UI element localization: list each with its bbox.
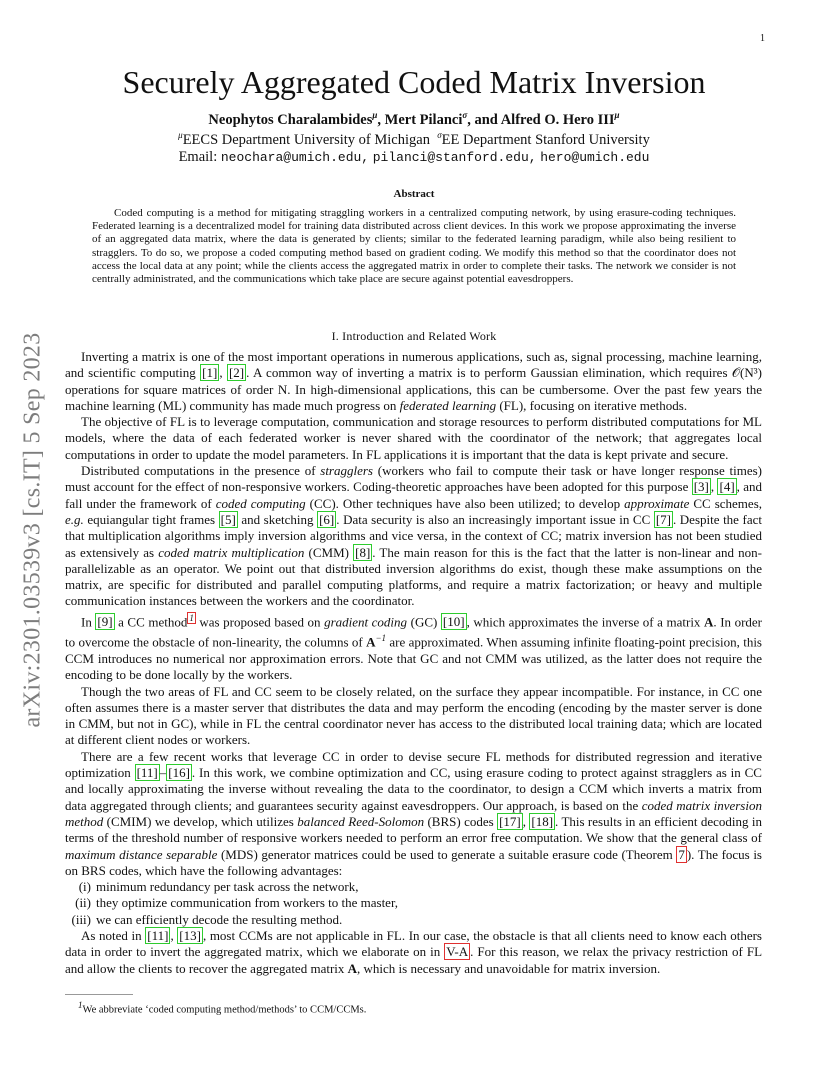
citation-link[interactable]: [11] [147,928,169,944]
citation-link[interactable]: [5] [220,511,236,527]
affiliation: EE Department Stanford University [441,131,650,148]
citation-link[interactable]: [17] [499,813,521,829]
section-heading: I. Introduction and Related Work [331,329,497,343]
list-item: (ii) they optimize communication from workers to the master, [75,895,399,911]
paper-title: Securely Aggregated Coded Matrix Inversion [122,64,706,100]
citation-link[interactable]: [11] [136,765,158,781]
footnote: $^1$We abbreviate ‘coded computing method/methods’ to CCM/CCMs. [78,1000,367,1016]
citation-link[interactable]: [18] [531,813,554,829]
citation-link[interactable]: [4] [719,479,735,495]
paragraph: In [9] a CC method $^1$ was proposed based on gradient coding (GC) [10] , which approximates the inverse of a matrix A. In order to overcome the obstacle of non-linearity, the columns of $A^{-1}$ are approximated. When assuming infinite floating-point precision, this CCM introduces no numerical nor approximation errors. Note that GC and not CMM was utilized, as the latter does not require the encoding to be done locally by the workers. [65,612,763,683]
citation-link[interactable]: [8] [355,544,371,560]
paragraph: Though the two areas of FL and CC seem to be closely related, on the surface they appear incompatible. For instance, in CC one often assumes there is a master server that distributes the data and may perform the encoding (encoding by the master server is done in CMM, but not in GC), while in FL the central coordinator never has access to the distributed local training data; which are located at different client nodes or workers. [65,683,762,748]
footnote-marker[interactable]: 1 [189,612,194,623]
list-item: (iii) we can efficiently decode the resulting method. [71,911,343,927]
citation-link[interactable]: [1] [202,365,218,381]
paragraph: Distributed computations in the presence of stragglers (workers who fail to compute their task or have longer response times) must account for the effect of non-responsive workers. Coding-theoretic approaches have been adopted for this purpose [3] , [4] , and fall under the framework of coded computing (CC). Other techniques have also been utilized; to develop approximate CC schemes, e.g. equiangular tight frames [5] and sketching [6] . Data security is also an increasingly important issue in CC [7] . Despite the fact that multiplication algorithms imply inversion algorithms and vice versa, in the context of CC; matrix inversion has not been studied as extensively as coded matrix multiplication (CMM) [8] . The main reason for this is the fact that the latter is non-linear and non-parallelizable as an operator. We point out that distributed inversion algorithms do exist, though these make assumptions on the matrix, are specific for distributed and parallel computing platforms, and require a matrix factorization; or heavy and multiple communication instances between the workers and the coordinator. [65,463,763,609]
paragraph: As noted in [11] , [13] , most CCMs are not applicable in FL. In our case, the obstacle is that all clients need to know each others data in order to invert the aggregated matrix, which we elaborate on in V-A . For this reason, we relax the privacy restriction of FL and allow the clients to recover the aggregated matrix A, which is necessary and unavoidable for matrix inversion. [65,928,763,976]
page-number: 1 [760,33,765,44]
email-link[interactable]: neochara@umich.edu, [220,150,370,165]
author-name: Alfred O. Hero III [500,111,615,128]
email-link[interactable]: hero@umich.edu [540,150,650,165]
citation-link[interactable]: [10] [442,614,465,630]
author-list: Neophytos Charalambides$^\mu$, Mert Pilanci$^\sigma$, and Alfred O. Hero $III^\mu$ [208,110,620,128]
citation-link[interactable]: [3] [693,479,709,495]
citation-link[interactable]: [13] [179,928,201,944]
advantages-list [65,879,762,928]
citation-link[interactable]: [2] [228,365,245,381]
list-item: (i) minimum redundancy per task across the network, [78,879,359,895]
affiliation: EECS Department University of Michigan [182,131,430,148]
author-name: Mert Pilanci [384,111,463,128]
author-name: Neophytos Charalambides [208,111,373,128]
theorem-link[interactable]: 7 [678,846,685,862]
citation-link[interactable]: [16] [168,765,190,781]
email-link[interactable]: pilanci@stanford.edu, [372,150,537,165]
paragraph: Inverting a matrix is one of the most important operations in numerous applications, such as, signal processing, machine learning, and scientific computing [1] , [2] . A common way of inverting a matrix is to perform Gaussian elimination, which requires 𝒪(N³) operations for square matrices of order N. In high-dimensional applications, this can be cumbersome. Over the past few years the machine learning (ML) community has made much progress on federated learning (FL), focusing on iterative methods. [65,349,763,413]
section-link[interactable]: V-A [446,944,469,960]
affiliations: $^\mu$EECS Department University of Michigan $^\sigma$EE Department Stanford University [178,130,650,148]
citation-link[interactable]: [9] [97,614,113,630]
body-text [65,349,762,977]
citation-link[interactable]: [6] [319,511,335,527]
abstract-text: Coded computing is a method for mitigating straggling workers in a centralized computing network, by using erasure-coding techniques. Federated learning is a decentralized model for training data distributed across client devices. In this work we propose approximating the inverse of an aggregated data matrix, where the data is generated by clients; similar to the federated learning paradigm, while also being resilient to stragglers. To do so, we propose a coded computing method based on gradient coding. We modify this method so that the coordinator does not access the local data at any point; while the clients access the aggregated matrix in order to complete their tasks. The network we consider is not centrally administrated, and the communications which take place are secure against potential eavesdroppers. [92,207,736,286]
paragraph: The objective of FL is to leverage computation, communication and storage resources to perform distributed computations for ML models, where the data of each federated worker is never shared with the coordinator of the network; that aggregates local computations in order to update the model parameters. In FL applications it is important that the data is kept private and secure. [65,414,762,462]
arxiv-sidebar: arXiv:2301.03539v3 [cs.IT] 5 Sep 2023 [19,332,46,728]
abstract-heading: Abstract [393,188,435,200]
paragraph: There are a few recent works that leverage CC in order to devise secure FL methods for distributed regression and iterative optimization [11] – [16] . In this work, we combine optimization and CC, using erasure coding to protect against stragglers as in CC and locally approximating the inverse without revealing the data to the coordinator, to design a CCM which inverts a matrix from data aggregated through clients; and guarantees security against eavesdroppers. Our approach, is based on the coded matrix inversion method (CMIM) we develop, which utilizes balanced Reed-Solomon (BRS) codes [17] , [18] . This results in an efficient decoding in terms of the threshold number of responsive workers needed to perform an error free computation. We show that the general class of maximum distance separable (MDS) generator matrices could be used to generate a suitable erasure code (Theorem 7 ). The focus is on BRS codes, which have the following advantages: [65,748,762,878]
citation-link[interactable]: [7] [655,511,671,527]
footnote-divider [65,994,133,995]
email-line: Email: neochara@umich.edu, pilanci@stanford.edu, hero@umich.edu [178,149,650,165]
